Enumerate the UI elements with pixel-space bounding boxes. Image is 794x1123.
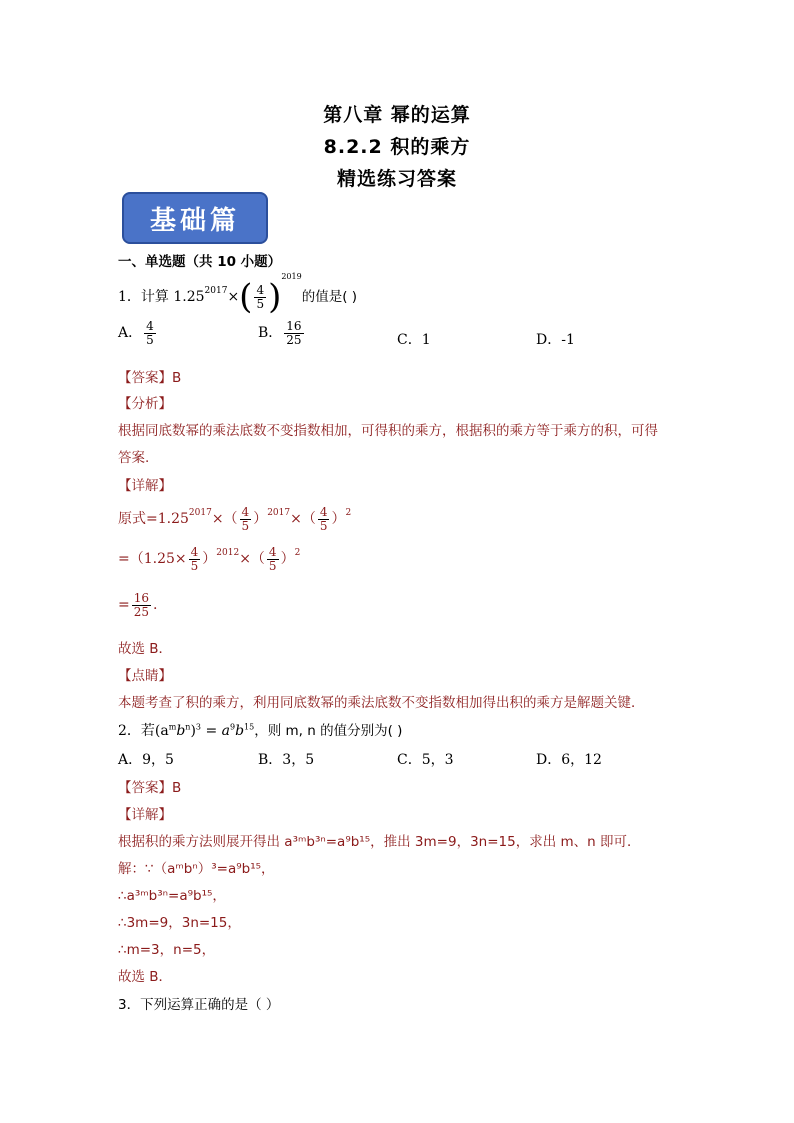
q1-option-a: A． $\frac{4}{5}$ [118,319,154,347]
q1-answer: 【答案】B [118,370,182,386]
q3-stem: 3．下列运算正确的是（ ） [118,997,280,1013]
q1-detail-tag: 【详解】 [118,478,172,494]
q2-option-b: B．3，5 [258,752,315,768]
q1-choose: 故选 B． [118,641,173,657]
q1-option-b: B． $\frac{16}{25}$ [258,319,302,347]
q2-solution-3: ∴3m=9，3n=15， [118,915,241,931]
section-title: 8.2.2 积的乘方 [323,136,471,158]
q1-comment: 本题考查了积的乘方，利用同底数幂的乘法底数不变指数相加得出积的乘方是解题关键． [118,695,645,711]
q1-option-c: C．1 [397,332,431,348]
q2-option-d: D．6，12 [536,752,602,768]
q2-detail: 根据积的乘方法则展开得出 a³ᵐb³ⁿ=a⁹b¹⁵，推出 3m=9，3n=15，求出 m、n 即可． [118,834,641,850]
q1-step-2: =（1.25× $\frac{4}{5}$ ）$^{2012}$×（ $\frac{4}{5}$ ）$^2$ [118,545,301,573]
q2-stem: 2．若$(a^mb^n)^3 = a^9b^{15}$，则 m, n 的值分别为( ) [118,722,403,739]
q1-stem: 1．计算 $1.25^{2017}\times$( $\frac{4}{5}$ )$^{2019}$的值是( ) [118,272,358,317]
q1-step-1: 原式$=1.25^{2017}\times$（ $\frac{4}{5}$ ）$^{2017}$×（ $\frac{4}{5}$ ）$^2$ [118,505,352,533]
q2-solution-1: 解：∵（aᵐbⁿ）³=a⁹b¹⁵， [118,861,275,877]
q2-answer: 【答案】B [118,780,182,796]
chapter-title: 第八章 幂的运算 [323,104,471,126]
q2-solution-2: ∴a³ᵐb³ⁿ=a⁹b¹⁵， [118,888,226,904]
q1-analysis-text-2: 答案. [118,450,150,466]
q2-solution-4: ∴m=3，n=5， [118,942,216,958]
q1-step-3: = $\frac{16}{25}$ . [118,591,158,619]
q1-analysis-tag: 【分析】 [118,396,172,412]
q2-option-a: A．9，5 [118,752,174,768]
q2-detail-tag: 【详解】 [118,807,172,823]
subtitle: 精选练习答案 [336,168,457,190]
q1-comment-tag: 【点睛】 [118,668,172,684]
q1-analysis-text-1: 根据同底数幂的乘法底数不变指数相加，可得积的乘方，根据积的乘方等于乘方的积，可得 [118,423,658,439]
q2-choose: 故选 B． [118,969,173,985]
part-title: 一、单选题（共 10 小题） [118,254,282,270]
q2-option-c: C．5，3 [397,752,454,768]
q1-option-d: D．-1 [536,332,575,348]
banner-basic: 基础篇 [122,192,268,244]
